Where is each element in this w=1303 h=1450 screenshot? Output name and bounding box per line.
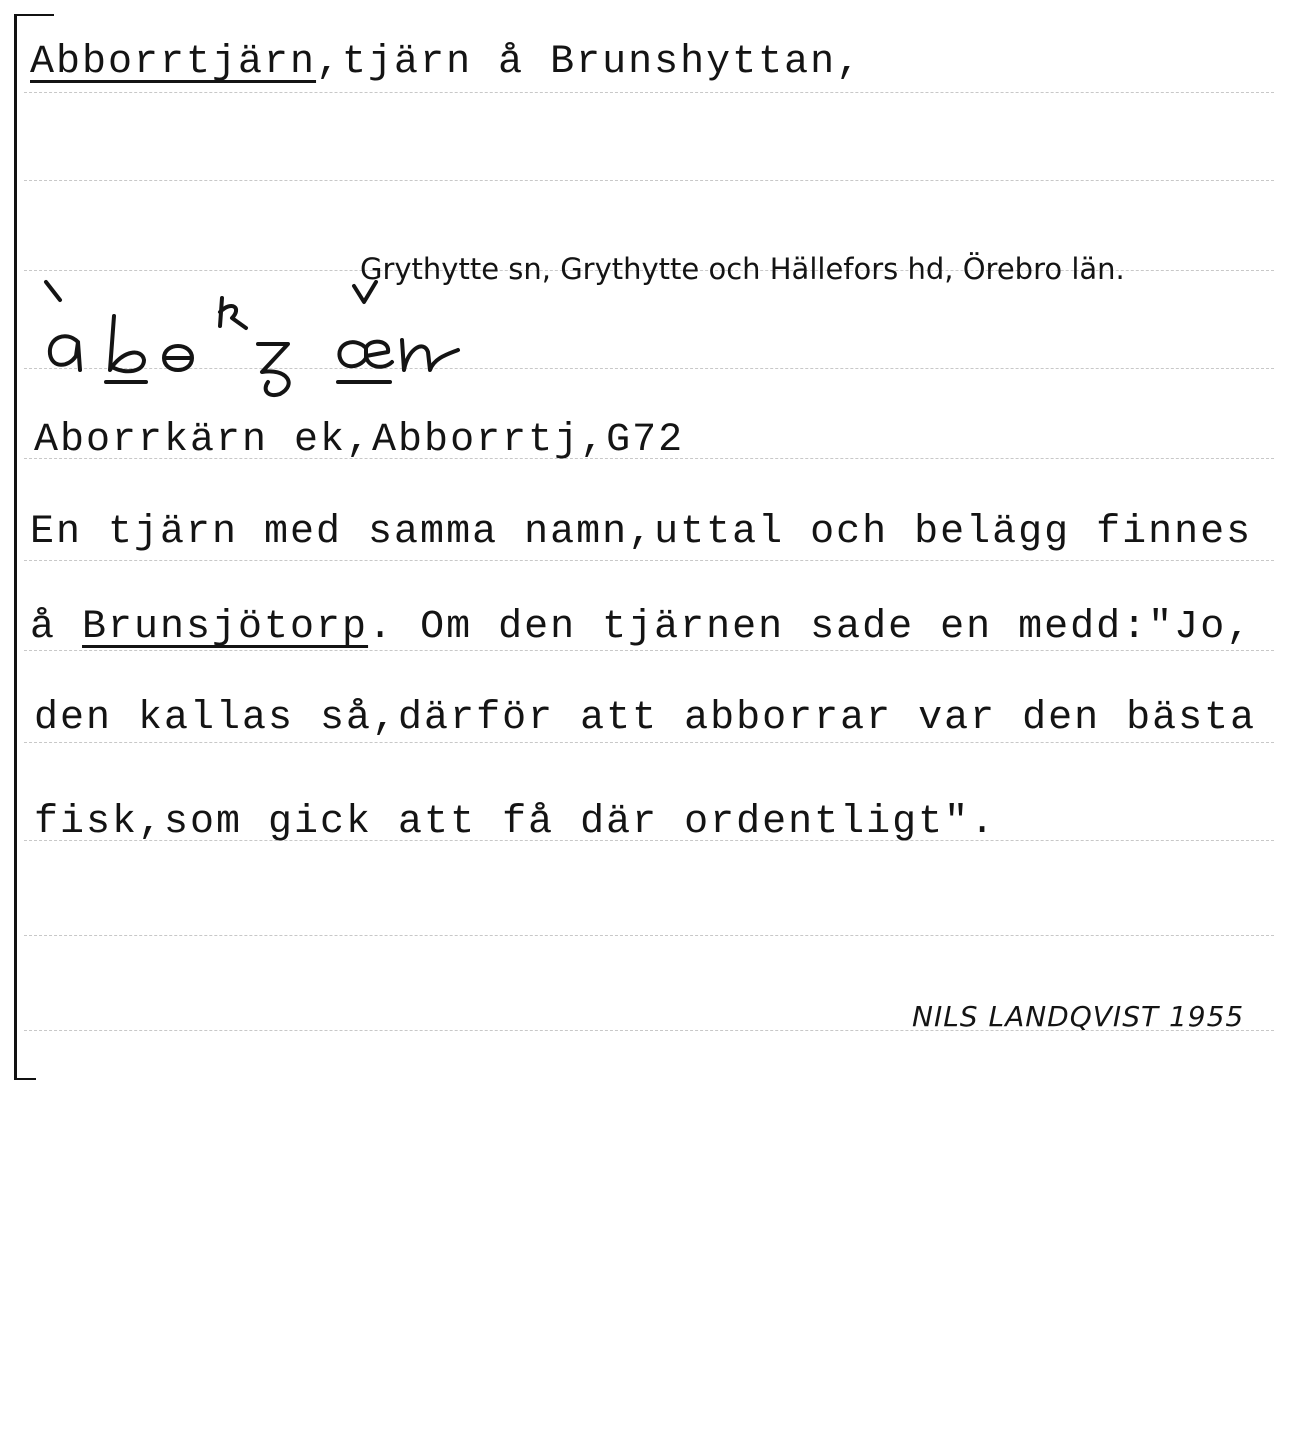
ruled-line <box>24 180 1274 181</box>
body-line-4: fisk,som gick att få där ordentligt". <box>34 800 997 845</box>
body-line-1: En tjärn med samma namn,uttal och belägg finnes <box>30 510 1253 555</box>
variant-line: Aborrkärn ek,Abborrtj,G72 <box>34 418 685 463</box>
location-stamp: Grythytte sn, Grythytte och Hällefors hd, Örebro län. <box>360 252 1125 286</box>
headword-description: ,tjärn å Brunshyttan, <box>316 40 863 85</box>
signature: NILS LANDQVIST 1955 <box>912 1000 1245 1033</box>
place-name: Brunsjötorp <box>82 605 369 650</box>
letter-r-mark <box>220 298 246 328</box>
ruled-line <box>24 92 1274 93</box>
ruled-line <box>24 650 1274 651</box>
letter-b-mark <box>110 316 144 371</box>
ruled-line <box>24 742 1274 743</box>
letter-n-mark <box>402 340 458 370</box>
caron-mark <box>354 282 376 302</box>
letter-a-mark <box>50 336 80 370</box>
card-top-border <box>14 14 54 16</box>
body-line-2 <box>30 605 1252 650</box>
body-line-2-prefix: å <box>30 605 83 650</box>
card-left-border <box>14 14 17 1080</box>
body-line-3: den kallas så,därför att abborrar var den bästa <box>34 696 1257 741</box>
card-bottom-border <box>14 1078 36 1080</box>
phonetic-transcription <box>36 278 476 398</box>
body-line-2-rest: . Om den tjärnen sade en medd:"Jo, <box>368 605 1253 650</box>
letter-theta-mark <box>164 346 192 370</box>
ruled-line <box>24 935 1274 936</box>
headword-line <box>30 40 862 85</box>
letter-z-mark <box>258 344 289 395</box>
grave-accent-mark <box>46 282 60 300</box>
headword: Abborrtjärn <box>30 40 317 85</box>
letter-ae-mark <box>339 342 392 367</box>
ruled-line <box>24 560 1274 561</box>
